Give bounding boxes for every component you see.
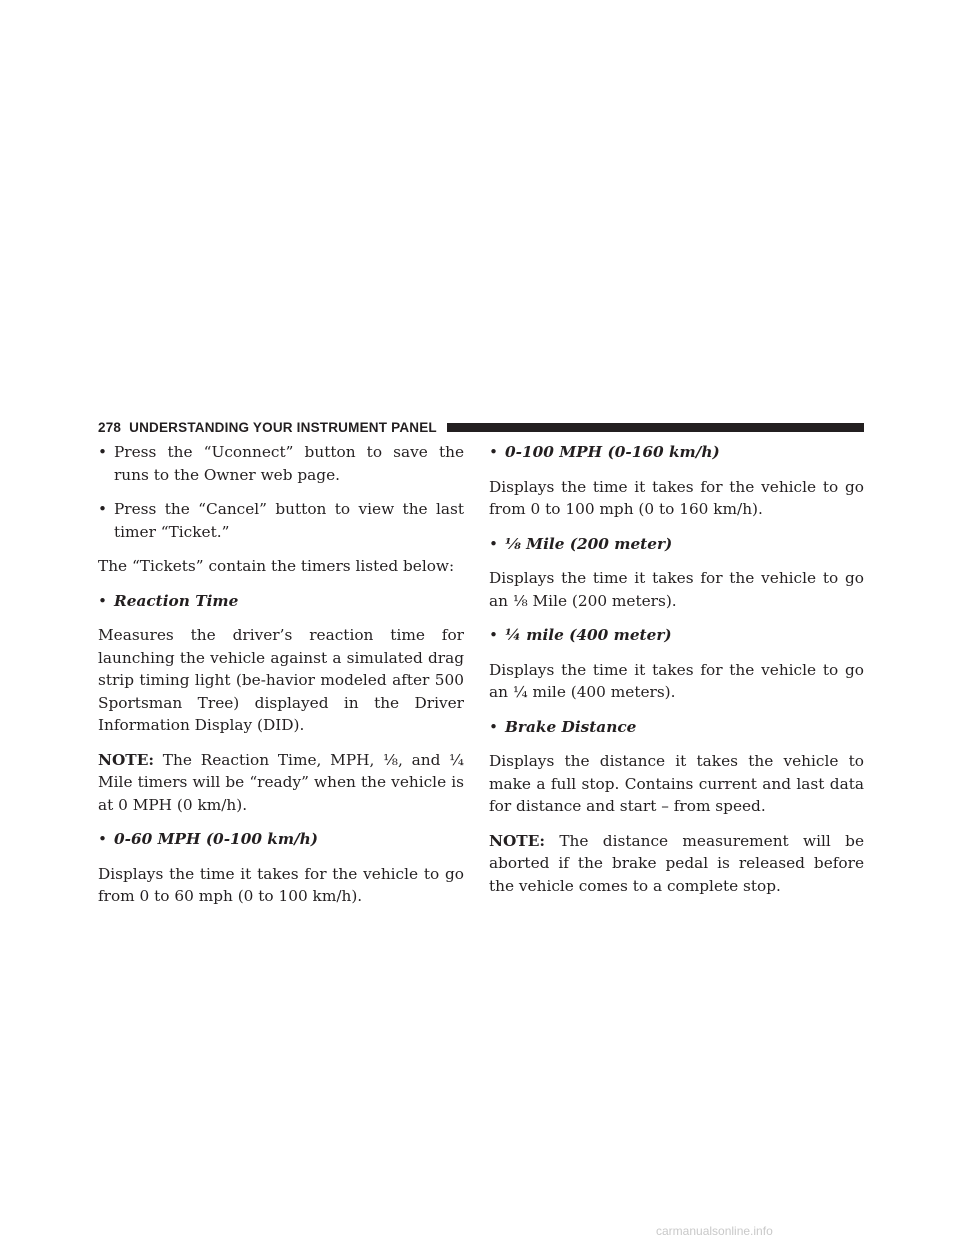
quarter-mile-heading: ¼ mile (400 meter) bbox=[505, 626, 672, 644]
note-paragraph bbox=[98, 749, 464, 817]
reaction-time-heading: Reaction Time bbox=[114, 591, 239, 610]
quarter-mile-description: Displays the time it takes for the vehicle to go an ¼ mile (400 meters). bbox=[489, 660, 864, 701]
note-text: The distance measurement will be aborted if the brake pedal is released before the vehicle comes to a complete stop. bbox=[489, 831, 864, 895]
note-label: NOTE: bbox=[98, 750, 154, 769]
reaction-time-description: Measures the driver’s reaction time for launching the vehicle against a simulated drag strip timing light (be-havior modeled after 500 Sportsman Tree) displayed in the Driver Information Display (DID). bbox=[98, 626, 464, 734]
zero-sixty-heading: 0-60 MPH (0-100 km/h) bbox=[114, 830, 319, 848]
brake-distance-description: Displays the distance it takes the vehicle to make a full stop. Contains current and last data for distance and start – from speed. bbox=[489, 752, 864, 815]
bullet-dot: • bbox=[98, 500, 108, 518]
watermark: carmanualsonline.info bbox=[656, 1224, 773, 1238]
note-text: The Reaction Time, MPH, ⅛, and ¼ Mile timers will be “ready” when the vehicle is at 0 MPH (0 km/h). bbox=[98, 750, 464, 814]
bullet-text: Press the “Cancel” button to view the last timer “Ticket.” bbox=[114, 500, 464, 541]
tickets-intro: The “Tickets” contain the timers listed below: bbox=[98, 557, 455, 575]
page-number: 278 bbox=[98, 419, 122, 435]
note-label: NOTE: bbox=[489, 831, 545, 850]
zero-hundred-description: Displays the time it takes for the vehicle to go from 0 to 100 mph (0 to 160 km/h). bbox=[489, 477, 864, 518]
list-item bbox=[98, 828, 464, 851]
eighth-mile-description: Displays the time it takes for the vehicle to go an ⅛ Mile (200 meters). bbox=[489, 569, 864, 610]
bullet-dot: • bbox=[489, 443, 499, 461]
list-item bbox=[489, 441, 864, 464]
header-rule bbox=[447, 423, 864, 432]
bullet-dot: • bbox=[98, 830, 108, 848]
page-header bbox=[98, 416, 864, 438]
list-item bbox=[489, 716, 864, 739]
brake-distance-heading: Brake Distance bbox=[505, 717, 637, 736]
note-paragraph bbox=[489, 830, 864, 898]
bullet-dot: • bbox=[98, 443, 108, 461]
bullet-text: Press the “Uconnect” button to save the runs to the Owner web page. bbox=[114, 443, 464, 484]
zero-hundred-heading: 0-100 MPH (0-160 km/h) bbox=[505, 443, 720, 461]
bullet-dot: • bbox=[489, 626, 499, 644]
left-column bbox=[98, 441, 464, 920]
bullet-dot: • bbox=[98, 591, 108, 610]
list-item bbox=[489, 624, 864, 647]
list-item bbox=[489, 533, 864, 556]
list-item bbox=[98, 590, 464, 613]
section-title: UNDERSTANDING YOUR INSTRUMENT PANEL bbox=[129, 419, 437, 435]
bullet-dot: • bbox=[489, 534, 499, 553]
eighth-mile-heading: ⅛ Mile (200 meter) bbox=[505, 534, 673, 553]
right-column bbox=[489, 441, 864, 909]
bullet-dot: • bbox=[489, 717, 499, 736]
list-item bbox=[98, 498, 464, 543]
list-item bbox=[98, 441, 464, 486]
zero-sixty-description: Displays the time it takes for the vehicle to go from 0 to 60 mph (0 to 100 km/h). bbox=[98, 864, 464, 905]
